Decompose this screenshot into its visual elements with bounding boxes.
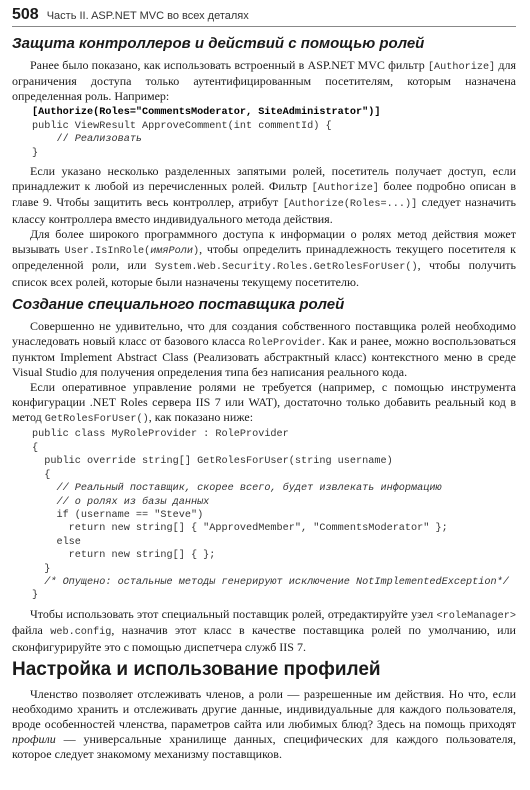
paragraph: Ранее было показано, как использовать встроенный в ASP.NET MVC фильтр [Authorize] для ограничения доступа только аутентифицированным посетителям, которым назначена определенная роль. Например: xyxy=(12,58,516,104)
section-heading-custom-role-provider: Создание специального поставщика ролей xyxy=(12,295,345,313)
code-listing-role-provider: public class MyRoleProvider : RoleProvider { public override string[] GetRolesForUser(string username) { // Реальный поставщик, скорее всего, будет извлекать информацию // о ролях из базы данных if (username == "Steve") return new string[] { "ApprovedMember", "CommentsModerator" }; else return new string[] { }; } /* Опущено: остальные методы генерируют исключение NotImplementedException*/ } xyxy=(32,429,509,602)
section-heading-profiles: Настройка и использование профилей xyxy=(12,658,381,680)
paragraph: Чтобы использовать этот специальный поставщик ролей, отредактируйте узел <roleManager> файла web.config, назначив этот класс в качестве поставщика ролей по умолчанию, или сконфигурируйте это с помощью диспетчера служб IIS 7. xyxy=(12,606,516,654)
paragraph: Совершенно не удивительно, что для создания собственного поставщика ролей необходимо унаследовать новый класс от базового класса RoleProvider. Как и ранее, можно воспользоваться пунктом Implement Abstract Class (Реализовать абстрактный класс) контекстного меню в среде Visual Studio для получения определения типа без написания реального кода. xyxy=(12,318,516,380)
code-listing-authorize: [Authorize(Roles="CommentsModerator, SiteAdministrator")] public ViewResult ApproveComment(int commentId) { // Реализовать } xyxy=(32,107,381,159)
paragraph: Если оперативное управление ролями не требуется (например, с помощью инструмента конфигурации .NET Roles сервера IIS 7 или WAT), достаточно только добавить реальный код в метод GetRolesForUser(), как показано ниже: xyxy=(12,380,516,426)
page-number: 508 xyxy=(12,6,39,23)
paragraph: Членство позволяет отслеживать членов, а роли — разрешенные им действия. Но что, если необходимо хранить и отслеживать другие данные, индивидуальные для каждого пользователя, вроде особенностей членства, параметров сайта или любимых блюд? Здесь на помощь приходят профили — универсальные хранилище данных, специфических для каждого пользователя, которое следует знакомому механизму поставщиков. xyxy=(12,686,516,761)
running-header xyxy=(12,6,516,27)
section-heading-roles-protection: Защита контроллеров и действий с помощью ролей xyxy=(12,35,425,52)
running-title: Часть II. ASP.NET MVC во всех деталях xyxy=(46,10,249,22)
paragraph: Для более широкого программного доступа к информации о ролях метод действия может вызывать User.IsInRole(имяРоли), чтобы определить принадлежность текущего посетителя к определенной роли, или System.Web.Security.Roles.GetRolesForUser(), чтобы получить список всех ролей, которые были назначены текущему посетителю. xyxy=(12,226,517,289)
paragraph: Если указано несколько разделенных запятыми ролей, посетитель получает доступ, если принадлежит к любой из перечисленных ролей. Фильтр [Authorize] более подробно описан в главе 9. Чтобы защитить весь контроллер, атрибут [Authorize(Roles=...)] следует назначить классу контроллера вместо индивидуального метода действия. xyxy=(12,164,516,226)
